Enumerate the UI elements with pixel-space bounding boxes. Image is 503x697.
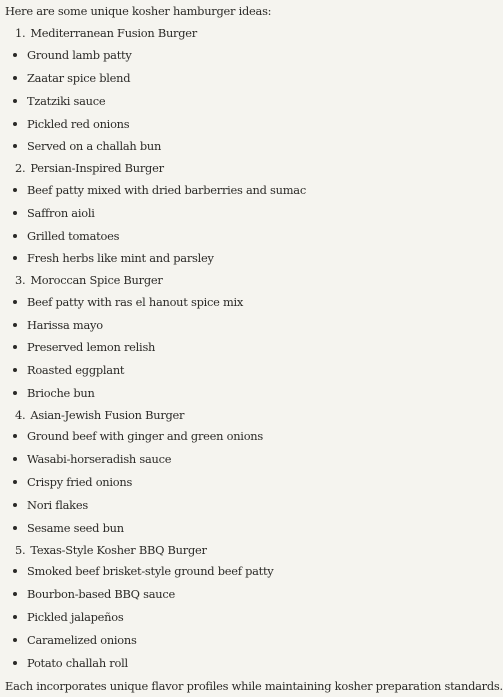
bullet-icon: [13, 615, 17, 619]
list-item: [13, 360, 124, 380]
list-item: [13, 226, 119, 246]
section-number: 4.: [15, 408, 26, 422]
list-item: [13, 337, 155, 357]
list-item-text: Crispy fried onions: [27, 475, 133, 489]
list-item: [13, 248, 214, 268]
list-item-text: Brioche bun: [27, 386, 95, 400]
bullet-icon: [13, 526, 17, 530]
intro-text: Here are some unique kosher hamburger ideas:: [5, 4, 272, 18]
list-item: [13, 203, 95, 223]
list-item: [13, 114, 129, 134]
list-item: [13, 630, 137, 650]
list-item-text: Harissa mayo: [27, 318, 103, 332]
list-item-text: Ground lamb patty: [27, 48, 132, 62]
list-item-text: Served on a challah bun: [27, 139, 162, 153]
bullet-icon: [13, 638, 17, 642]
list-item: [13, 68, 130, 88]
list-item: [13, 91, 105, 111]
list-item-text: Ground beef with ginger and green onions: [27, 429, 263, 443]
bullet-icon: [13, 503, 17, 507]
bullet-icon: [13, 661, 17, 665]
bullet-icon: [13, 144, 17, 148]
bullet-icon: [13, 99, 17, 103]
list-item: [13, 472, 132, 492]
list-item: [13, 383, 95, 403]
list-item-text: Pickled red onions: [27, 117, 130, 131]
bullet-icon: [13, 234, 17, 238]
section-title: Asian-Jewish Fusion Burger: [30, 408, 185, 422]
list-item-text: Bourbon-based BBQ sauce: [27, 587, 175, 601]
bullet-icon: [13, 368, 17, 372]
list-item-text: Grilled tomatoes: [27, 229, 120, 243]
section-title: Persian-Inspired Burger: [30, 161, 164, 175]
list-item-text: Tzatziki sauce: [27, 94, 106, 108]
section-heading: [15, 405, 184, 425]
bullet-icon: [13, 53, 17, 57]
list-item-text: Potato challah roll: [27, 656, 128, 670]
list-item: [13, 561, 274, 581]
section-title: Texas-Style Kosher BBQ Burger: [30, 543, 207, 557]
bullet-icon: [13, 345, 17, 349]
bullet-icon: [13, 434, 17, 438]
list-item-text: Zaatar spice blend: [27, 71, 131, 85]
list-item: [13, 426, 263, 446]
bullet-icon: [13, 592, 17, 596]
section-title: Mediterranean Fusion Burger: [30, 26, 197, 40]
list-item-text: Pickled jalapeños: [27, 610, 124, 624]
list-item: [13, 315, 103, 335]
list-item-text: Smoked beef brisket-style ground beef patty: [27, 564, 274, 578]
bullet-icon: [13, 256, 17, 260]
list-item: [13, 653, 128, 673]
list-item-text: Fresh herbs like mint and parsley: [27, 251, 214, 265]
section-heading: [15, 23, 197, 43]
section-heading: [15, 270, 163, 290]
list-item-text: Beef patty mixed with dried barberries and sumac: [27, 183, 306, 197]
list-item: [13, 495, 88, 515]
section-number: 5.: [15, 543, 26, 557]
bullet-icon: [13, 188, 17, 192]
list-item-text: Preserved lemon relish: [27, 340, 156, 354]
section-title: Moroccan Spice Burger: [30, 273, 163, 287]
list-item-text: Sesame seed bun: [27, 521, 124, 535]
section-number: 3.: [15, 273, 26, 287]
section-number: 1.: [15, 26, 26, 40]
bullet-icon: [13, 323, 17, 327]
list-item-text: Nori flakes: [27, 498, 88, 512]
list-item: [13, 180, 306, 200]
bullet-icon: [13, 300, 17, 304]
bullet-icon: [13, 480, 17, 484]
list-item: [13, 449, 171, 469]
list-item-text: Beef patty with ras el hanout spice mix: [27, 295, 244, 309]
list-item: [13, 607, 123, 627]
bullet-icon: [13, 211, 17, 215]
closing-text: Each incorporates unique flavor profiles while maintaining kosher preparation standards.: [5, 679, 503, 693]
section-number: 2.: [15, 161, 26, 175]
list-item-text: Saffron aioli: [27, 206, 95, 220]
list-item: [13, 292, 243, 312]
bullet-icon: [13, 391, 17, 395]
section-heading: [15, 540, 207, 560]
list-item: [13, 518, 124, 538]
list-item-text: Roasted eggplant: [27, 363, 125, 377]
bullet-icon: [13, 569, 17, 573]
list-item-text: Caramelized onions: [27, 633, 137, 647]
list-item: [13, 136, 161, 156]
section-heading: [15, 158, 164, 178]
list-item: [13, 584, 175, 604]
bullet-icon: [13, 457, 17, 461]
bullet-icon: [13, 122, 17, 126]
list-item: [13, 45, 132, 65]
list-item-text: Wasabi-horseradish sauce: [27, 452, 172, 466]
bullet-icon: [13, 76, 17, 80]
